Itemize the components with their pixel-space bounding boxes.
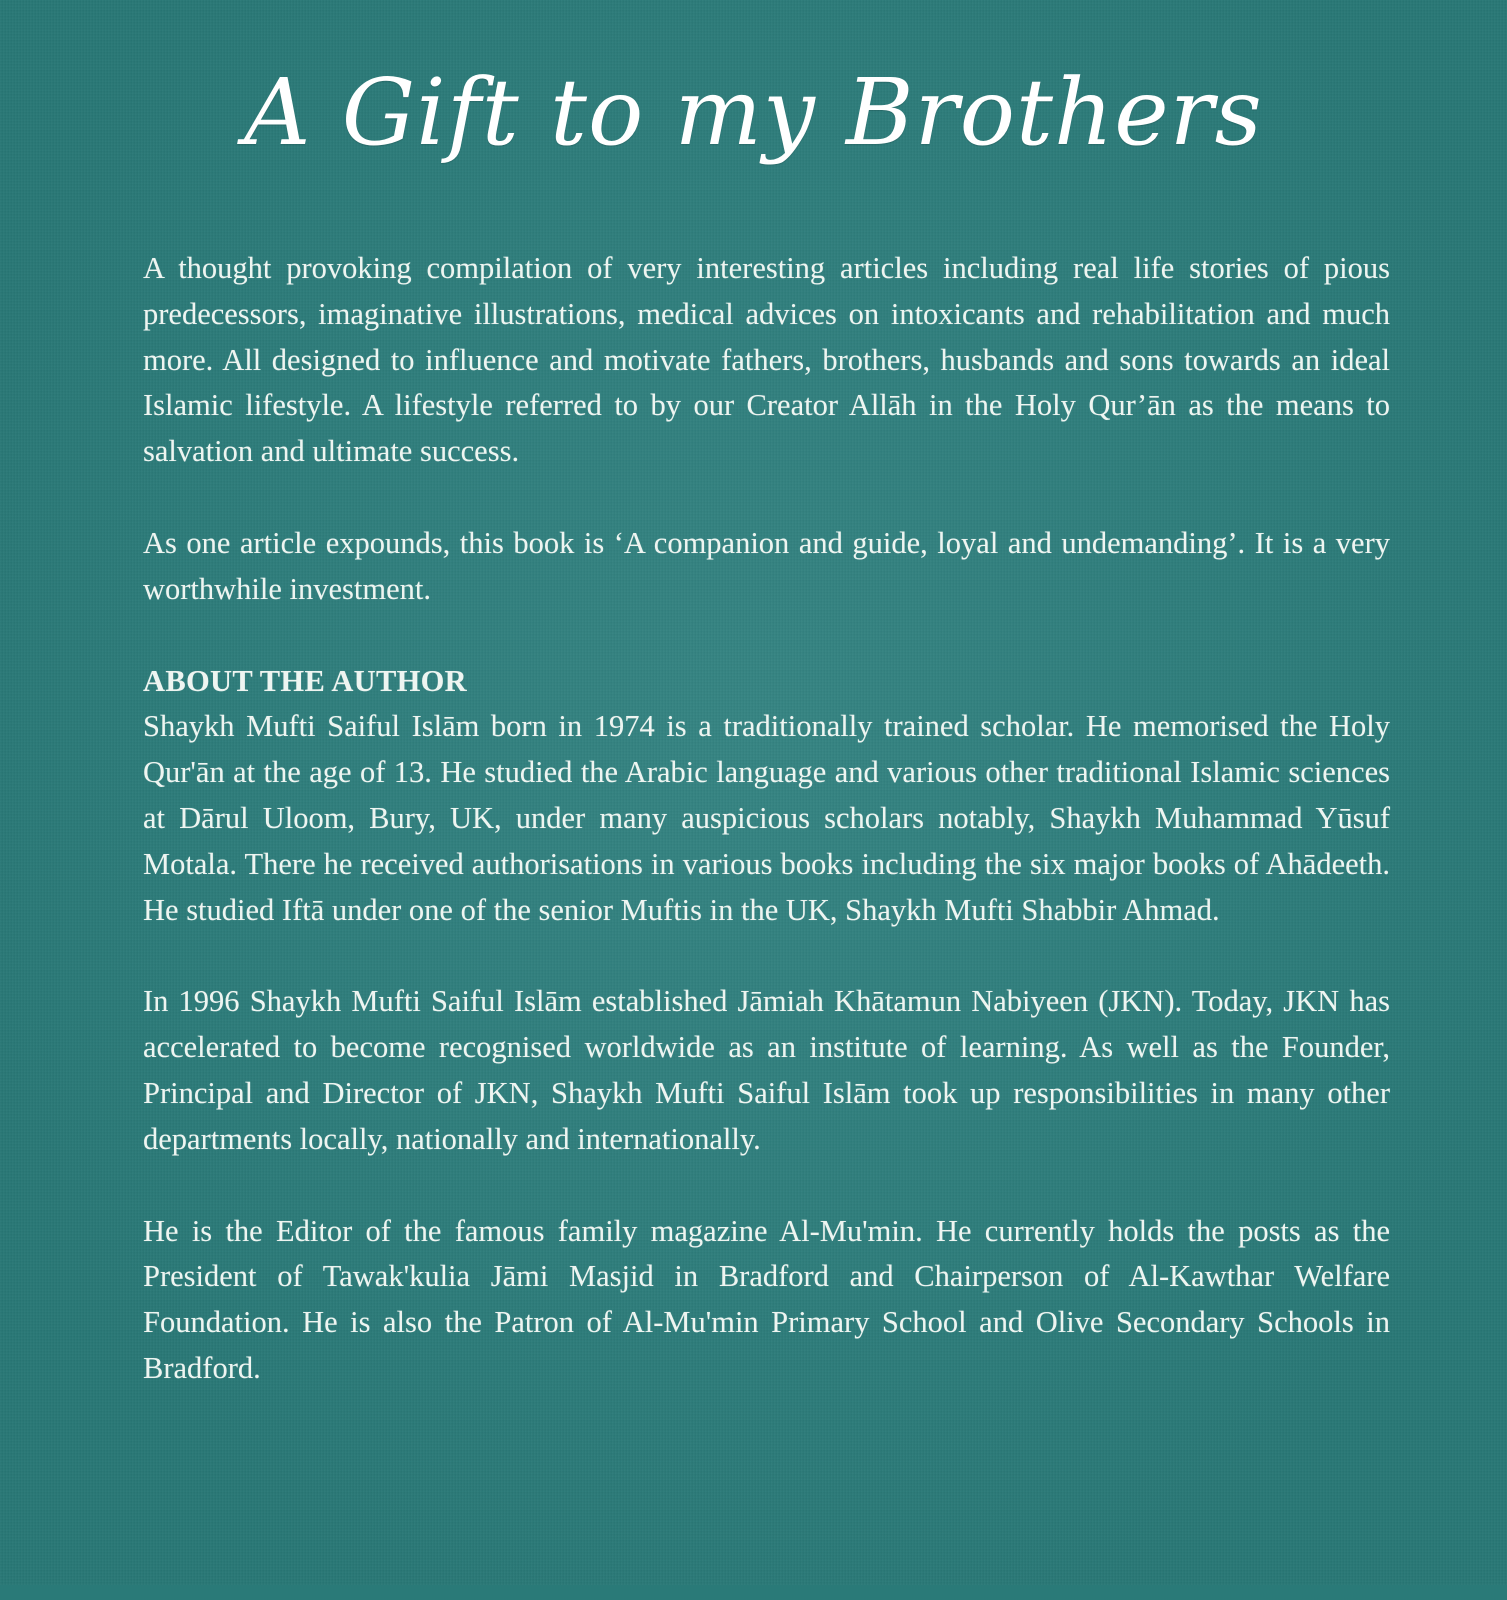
about-author-heading: ABOUT THE AUTHOR: [143, 663, 468, 698]
author-bio-paragraph: Shaykh Mufti Saiful Islām born in 1974 is a traditionally trained scholar. He memorised the Holy Qur'ān at the age of 13. He studied the Arabic language and various other traditional Islamic sciences at Dārul Uloom, Bury, UK, under many auspicious scholars notably, Shaykh Muhammad Yūsuf Motala. There he received authorisations in various books including the six major books of Ahādeeth. He studied Iftā under one of the senior Muftis in the UK, Shaykh Mufti Shabbir Ahmad.: [143, 709, 1390, 927]
book-title: A Gift to my Brothers: [244, 59, 1263, 166]
editor-paragraph: He is the Editor of the famous family magazine Al-Mu'min. He currently holds the posts as the President of Tawak'kulia Jāmi Masjid in Bradford and Chairperson of Al-Kawthar Welfare Foundation. He is also the Patron of Al-Mu'min Primary School and Olive Secondary Schools in Bradford.: [143, 1213, 1390, 1385]
jkn-paragraph: In 1996 Shaykh Mufti Saiful Islām established Jāmiah Khātamun Nabiyeen (JKN). Today, JKN has accelerated to become recognised worldwide as an institute of learning. As well as the Founder, Principal and Director of JKN, Shaykh Mufti Saiful Islām took up responsibilities in many other departments locally, nationally and internationally.: [143, 984, 1390, 1156]
intro-paragraph: A thought provoking compilation of very interesting articles including real life stories of pious predecessors, imaginative illustrations, medical advices on intoxicants and rehabilitation and much more. All designed to influence and motivate fathers, brothers, husbands and sons towards an ideal Islamic lifestyle. A lifestyle referred to by our Creator Allāh in the Holy Qur’ān as the means to salvation and ultimate success.: [143, 251, 1390, 469]
cover-bottom-edge: [0, 1585, 1507, 1600]
companion-paragraph: As one article expounds, this book is ‘A companion and guide, loyal and undemanding’. It is a very worthwhile investment.: [143, 525, 1390, 606]
cover-text-body: [143, 246, 1390, 1392]
